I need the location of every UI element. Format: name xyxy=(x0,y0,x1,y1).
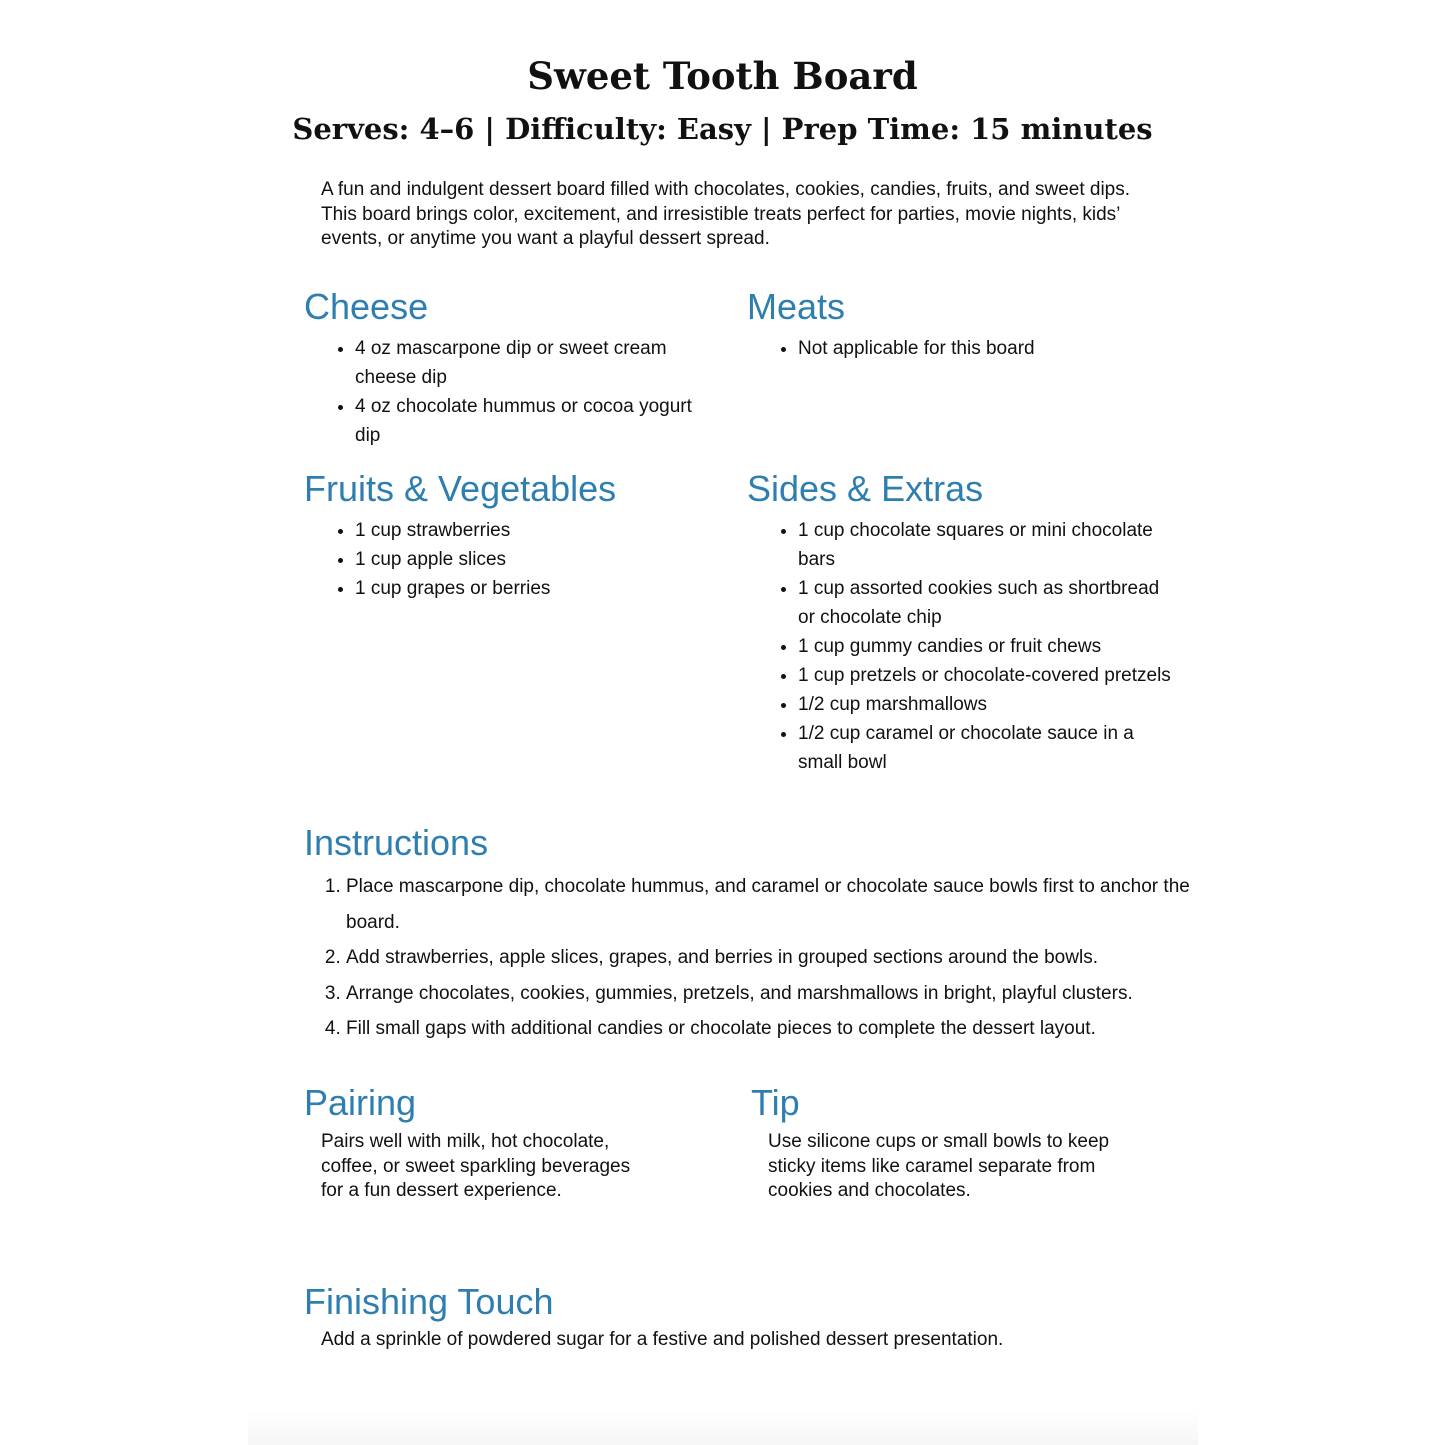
list-item: • 1 cup gummy candies or fruit chews xyxy=(798,632,1178,661)
finishing-touch-text: Add a sprinkle of powdered sugar for a festive and polished dessert presentation. xyxy=(321,1329,1004,1350)
list-item: • 4 oz chocolate hummus or cocoa yogurt dip xyxy=(355,392,715,450)
list-item: • 4 oz mascarpone dip or sweet cream cheese dip xyxy=(355,334,715,392)
intro-paragraph: A fun and indulgent dessert board filled with chocolates, cookies, candies, fruits, and sweet dips. This board brings color, excitement, and irresistible treats perfect for parties, movie nights, kids’ events, or anytime you want a playful dessert spread. xyxy=(321,179,1131,249)
bottom-edge-shadow xyxy=(248,1410,1198,1445)
list-item: • 1/2 cup caramel or chocolate sauce in a small bowl xyxy=(798,719,1178,777)
fruits-vegetables-heading: Fruits & Vegetables xyxy=(304,468,617,509)
list-item: • Not applicable for this board xyxy=(798,334,1178,363)
cheese-heading: Cheese xyxy=(304,286,429,327)
sides-extras-list xyxy=(748,516,1178,777)
fruits-vegetables-list xyxy=(305,516,735,603)
list-item: • 1 cup assorted cookies such as shortbread or chocolate chip xyxy=(798,574,1178,632)
meats-list xyxy=(748,334,1178,363)
page-title: Sweet Tooth Board xyxy=(527,54,918,98)
pairing-heading: Pairing xyxy=(304,1082,417,1123)
list-item: • 1 cup grapes or berries xyxy=(355,574,735,603)
instruction-step: 2. Add strawberries, apple slices, grapes, and berries in grouped sections around the bowls. xyxy=(346,940,1191,976)
finishing-touch-heading: Finishing Touch xyxy=(304,1281,554,1322)
meats-heading: Meats xyxy=(747,286,846,327)
sides-extras-heading: Sides & Extras xyxy=(747,468,984,509)
instruction-step: 3. Arrange chocolates, cookies, gummies, pretzels, and marshmallows in bright, playful clusters. xyxy=(346,976,1191,1012)
cheese-list xyxy=(305,334,715,450)
list-item: • 1 cup strawberries xyxy=(355,516,735,545)
instruction-step: 4. Fill small gaps with additional candies or chocolate pieces to complete the dessert layout. xyxy=(346,1011,1191,1047)
instruction-step: 1. Place mascarpone dip, chocolate hummus, and caramel or chocolate sauce bowls first to anchor the board. xyxy=(346,869,1191,940)
recipe-meta: Serves: 4–6 | Difficulty: Easy | Prep Time: 15 minutes xyxy=(292,112,1153,146)
list-item: • 1/2 cup marshmallows xyxy=(798,690,1178,719)
instructions-list xyxy=(304,869,1191,1047)
tip-heading: Tip xyxy=(751,1082,800,1123)
tip-text: Use silicone cups or small bowls to keep sticky items like caramel separate from cookies and chocolates. xyxy=(768,1131,1110,1201)
list-item: • 1 cup chocolate squares or mini chocolate bars xyxy=(798,516,1178,574)
list-item: • 1 cup apple slices xyxy=(355,545,735,574)
pairing-text: Pairs well with milk, hot chocolate, coffee, or sweet sparkling beverages for a fun dessert experience. xyxy=(321,1131,631,1201)
list-item: • 1 cup pretzels or chocolate-covered pretzels xyxy=(798,661,1178,690)
instructions-heading: Instructions xyxy=(304,822,489,863)
